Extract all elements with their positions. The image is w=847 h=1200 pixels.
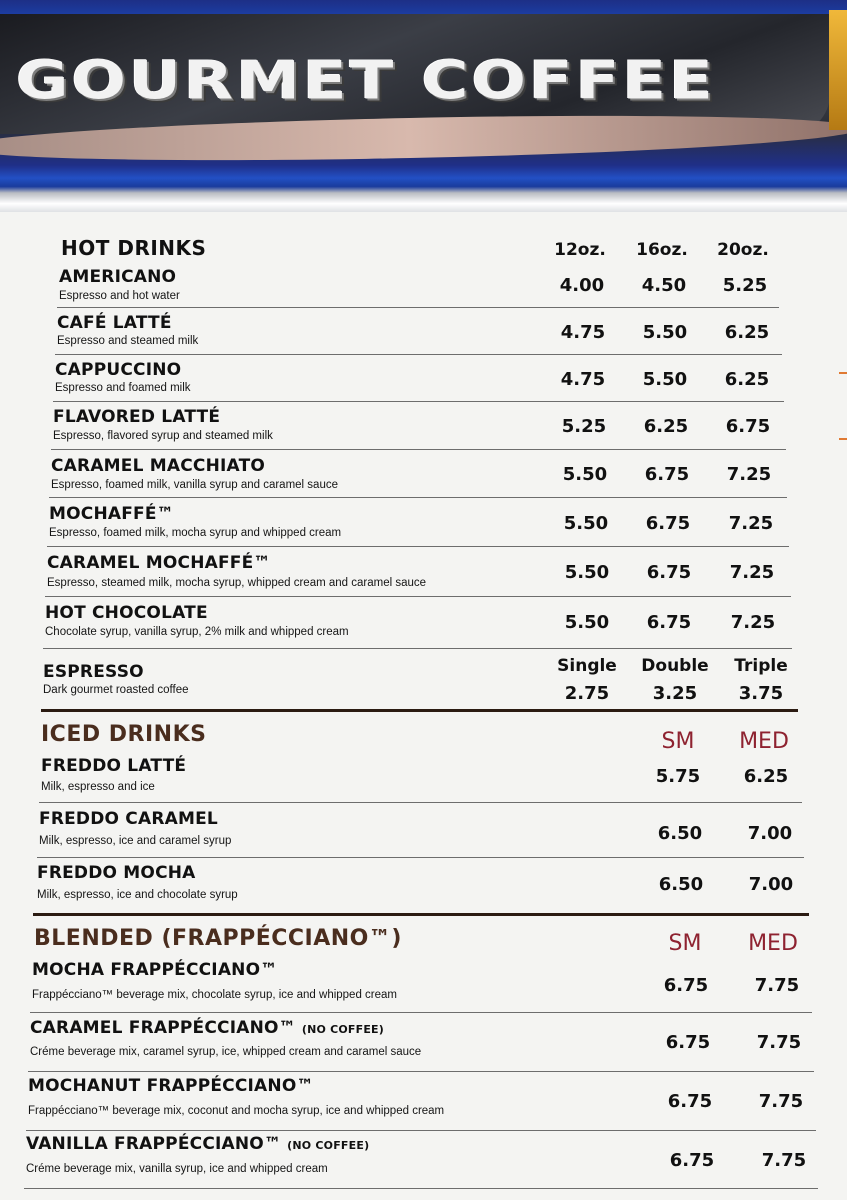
- size-header-12oz: 12oz.: [554, 240, 606, 260]
- iced-drinks-heading: ICED DRINKS: [41, 722, 207, 747]
- espresso-price-single: 2.75: [564, 683, 610, 704]
- item-price: 6.75: [646, 562, 692, 583]
- blended-size-sm: SM: [668, 931, 702, 956]
- blended-heading: BLENDED (FRAPPÉCCIANO™): [34, 926, 402, 951]
- item-name: CARAMEL MACCHIATO: [51, 456, 266, 476]
- size-header-16oz: 16oz.: [636, 240, 688, 260]
- item-name-text: MOCHA FRAPPÉCCIANO™: [32, 960, 278, 980]
- item-name-text: MOCHANUT FRAPPÉCCIANO™: [28, 1076, 314, 1096]
- item-price: 5.50: [642, 322, 688, 343]
- item-price: 7.25: [729, 562, 775, 583]
- row-divider: [47, 546, 789, 547]
- espresso-desc: Dark gourmet roasted coffee: [43, 684, 189, 696]
- item-name: CARAMEL MOCHAFFÉ™: [47, 553, 271, 573]
- espresso-price-triple: 3.75: [738, 683, 784, 704]
- item-price: 6.75: [645, 513, 691, 534]
- item-price: 4.75: [560, 369, 606, 390]
- item-desc: Chocolate syrup, vanilla syrup, 2% milk and whipped cream: [45, 626, 349, 638]
- item-price: 5.25: [722, 275, 768, 296]
- item-price: 6.50: [657, 823, 703, 844]
- item-price: 5.75: [655, 766, 701, 787]
- iced-size-med: MED: [739, 729, 789, 754]
- item-name: MOCHAFFÉ™: [49, 504, 174, 524]
- item-desc: Espresso and hot water: [59, 290, 180, 302]
- item-price: 5.50: [642, 369, 688, 390]
- item-price: 6.75: [725, 416, 771, 437]
- item-price: 6.75: [663, 975, 709, 996]
- row-divider: [37, 857, 804, 858]
- item-price: 5.25: [561, 416, 607, 437]
- item-name: CAPPUCCINO: [55, 360, 182, 380]
- no-coffee-note: (NO COFFEE): [287, 1139, 370, 1152]
- item-name: FREDDO MOCHA: [37, 863, 196, 883]
- row-divider: [24, 1188, 818, 1189]
- item-name: [26, 1134, 369, 1154]
- item-price: 7.25: [726, 464, 772, 485]
- section-divider: [41, 709, 798, 712]
- item-price: 6.75: [667, 1091, 713, 1112]
- item-desc: Frappécciano™ beverage mix, chocolate syrup, ice and whipped cream: [32, 989, 397, 1001]
- row-divider: [53, 401, 784, 402]
- espresso-price-double: 3.25: [652, 683, 698, 704]
- row-divider: [26, 1130, 816, 1131]
- item-desc: Créme beverage mix, caramel syrup, ice, whipped cream and caramel sauce: [30, 1046, 422, 1058]
- item-name: HOT CHOCOLATE: [45, 603, 208, 623]
- row-divider: [55, 354, 782, 355]
- item-price: 5.50: [564, 562, 610, 583]
- item-desc: Espresso, steamed milk, mocha syrup, whipped cream and caramel sauce: [47, 577, 427, 589]
- item-desc: Milk, espresso and ice: [41, 781, 155, 793]
- item-price: 7.25: [728, 513, 774, 534]
- item-price: 6.75: [644, 464, 690, 485]
- section-divider: [33, 913, 809, 916]
- page-title: GOURMET COFFEE: [16, 51, 716, 112]
- item-price: 5.50: [563, 513, 609, 534]
- item-desc: Frappécciano™ beverage mix, coconut and mocha syrup, ice and whipped cream: [28, 1105, 445, 1117]
- espresso-size-triple: Triple: [734, 656, 788, 676]
- row-divider: [28, 1071, 814, 1072]
- iced-size-sm: SM: [661, 729, 695, 754]
- item-name: FREDDO CARAMEL: [39, 809, 218, 829]
- row-divider: [39, 802, 802, 803]
- item-price: 6.25: [643, 416, 689, 437]
- espresso-size-single: Single: [557, 656, 617, 676]
- hot-drinks-heading: HOT DRINKS: [61, 236, 207, 260]
- item-price: 6.75: [665, 1032, 711, 1053]
- blended-size-med: MED: [748, 931, 798, 956]
- item-price: 7.00: [748, 874, 794, 895]
- item-price: 6.25: [743, 766, 789, 787]
- espresso-size-double: Double: [641, 656, 709, 676]
- espresso-name: ESPRESSO: [43, 662, 144, 682]
- item-name-text: VANILLA FRAPPÉCCIANO™: [26, 1134, 282, 1154]
- size-header-20oz: 20oz.: [717, 240, 769, 260]
- row-divider: [49, 497, 787, 498]
- item-price: 7.75: [761, 1150, 807, 1171]
- item-price: 7.75: [758, 1091, 804, 1112]
- item-price: 4.00: [559, 275, 605, 296]
- item-price: 7.00: [747, 823, 793, 844]
- item-desc: Espresso and foamed milk: [55, 382, 191, 394]
- item-name: FLAVORED LATTÉ: [53, 407, 221, 427]
- item-desc: Espresso, flavored syrup and steamed milk: [53, 430, 273, 442]
- item-name: FREDDO LATTÉ: [41, 756, 187, 776]
- item-name-text: CARAMEL FRAPPÉCCIANO™: [30, 1018, 296, 1038]
- item-name: AMERICANO: [59, 267, 177, 287]
- item-price: 4.75: [560, 322, 606, 343]
- banner-gold-edge: [829, 10, 847, 130]
- item-desc: Milk, espresso, ice and chocolate syrup: [37, 889, 238, 901]
- item-price: 4.50: [641, 275, 687, 296]
- item-price: 6.25: [724, 369, 770, 390]
- item-name: [32, 960, 283, 980]
- item-desc: Créme beverage mix, vanilla syrup, ice and whipped cream: [26, 1163, 328, 1175]
- item-price: 6.25: [724, 322, 770, 343]
- item-desc: Espresso and steamed milk: [57, 335, 199, 347]
- item-desc: Milk, espresso, ice and caramel syrup: [39, 835, 232, 847]
- row-divider: [57, 307, 779, 308]
- item-price: 6.75: [669, 1150, 715, 1171]
- row-divider: [43, 648, 792, 649]
- item-price: 7.75: [756, 1032, 802, 1053]
- item-price: 6.50: [658, 874, 704, 895]
- item-desc: Espresso, foamed milk, vanilla syrup and caramel sauce: [51, 479, 338, 491]
- row-divider: [45, 596, 791, 597]
- item-desc: Espresso, foamed milk, mocha syrup and whipped cream: [49, 527, 342, 539]
- item-price: 5.50: [562, 464, 608, 485]
- row-divider: [30, 1012, 812, 1013]
- item-price: 5.50: [564, 612, 610, 633]
- item-name: CAFÉ LATTÉ: [57, 313, 172, 333]
- item-price: 7.25: [730, 612, 776, 633]
- edge-tick: [839, 372, 847, 374]
- item-price: 6.75: [646, 612, 692, 633]
- item-name: [30, 1018, 384, 1038]
- item-name: [28, 1076, 320, 1096]
- row-divider: [51, 449, 786, 450]
- item-price: 7.75: [754, 975, 800, 996]
- no-coffee-note: (NO COFFEE): [301, 1023, 384, 1036]
- edge-tick: [839, 438, 847, 440]
- header-banner: [0, 0, 847, 212]
